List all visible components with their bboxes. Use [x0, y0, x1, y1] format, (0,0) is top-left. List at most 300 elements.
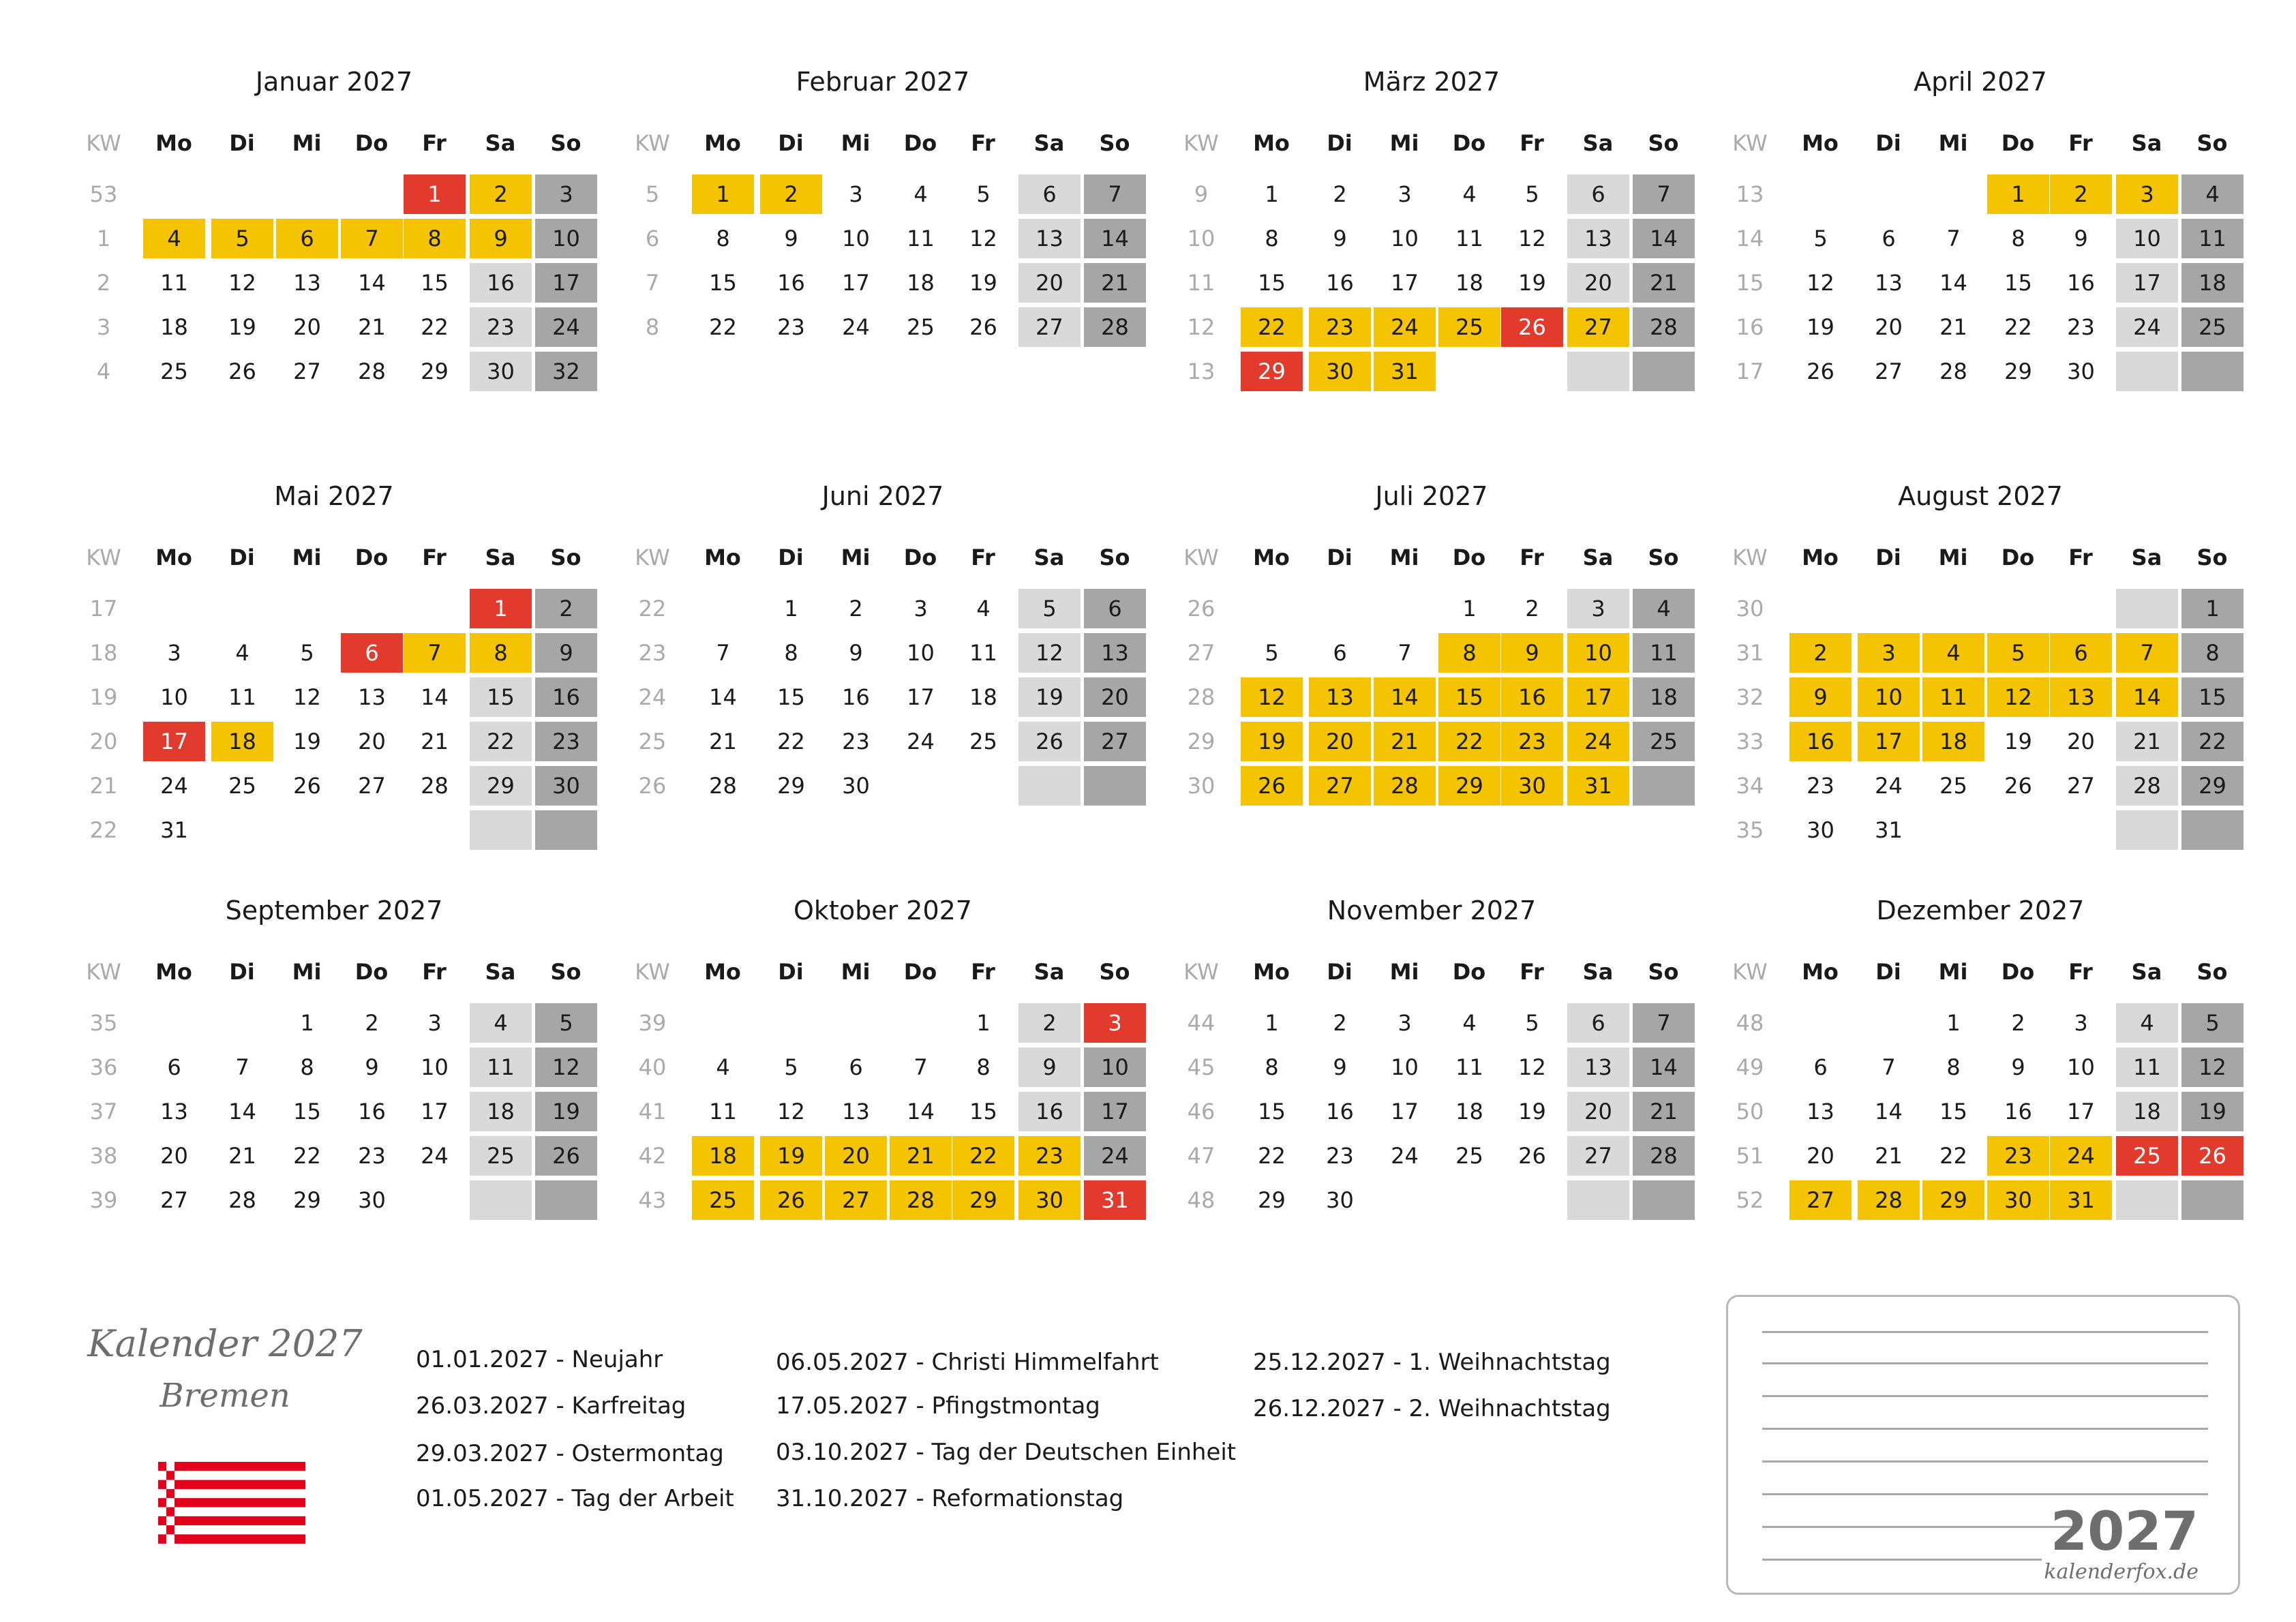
- day-cell: 5: [1525, 1010, 1539, 1036]
- day-cell: 8: [2011, 226, 2025, 251]
- day-cell: 18: [1922, 722, 1984, 761]
- day-cell: 20: [1567, 263, 1629, 303]
- day-cell: 6: [849, 1054, 863, 1080]
- week-number: 13: [1187, 358, 1215, 384]
- day-cell: 15: [1258, 270, 1286, 296]
- day-cell: 20: [1807, 1143, 1834, 1169]
- day-cell: 13: [1567, 219, 1629, 258]
- day-cell: 2: [1018, 1003, 1081, 1043]
- empty-weekend-cell: [1567, 1180, 1629, 1220]
- weekday-header: Sa: [2131, 959, 2162, 985]
- holiday-item: 06.05.2027 - Christi Himmelfahrt: [776, 1349, 1159, 1376]
- weekday-header: Mo: [704, 959, 741, 985]
- day-cell: 4: [1922, 633, 1984, 673]
- kw-header: KW: [1183, 959, 1219, 985]
- weekday-header: Do: [1452, 959, 1486, 985]
- day-cell: 11: [1455, 226, 1483, 251]
- day-cell: 18: [2181, 263, 2244, 303]
- kw-header: KW: [86, 545, 121, 570]
- day-cell: 14: [907, 1099, 935, 1124]
- holiday-item: 17.05.2027 - Pfingstmontag: [776, 1392, 1100, 1420]
- day-cell: 15: [2004, 270, 2032, 296]
- weekday-header: Mo: [155, 130, 192, 156]
- day-cell: 12: [1018, 633, 1081, 673]
- day-cell: 13: [842, 1099, 870, 1124]
- day-cell: 30: [470, 352, 532, 391]
- weekday-header: Mo: [155, 959, 192, 985]
- day-cell: 6: [1813, 1054, 1828, 1080]
- day-cell: 14: [1875, 1099, 1903, 1124]
- day-cell: 8: [1265, 1054, 1279, 1080]
- day-cell: 6: [167, 1054, 181, 1080]
- day-cell: 10: [907, 640, 935, 666]
- week-number: 9: [1194, 181, 1209, 207]
- day-cell: 21: [228, 1143, 256, 1169]
- week-number: 45: [1187, 1054, 1215, 1080]
- day-cell: 11: [160, 270, 188, 296]
- weekday-header: Sa: [1033, 545, 1065, 570]
- weekday-header: Mi: [841, 130, 871, 156]
- day-cell: 19: [760, 1136, 822, 1176]
- day-cell: 2: [760, 174, 822, 214]
- week-number: 43: [638, 1187, 667, 1213]
- week-number: 5: [645, 181, 660, 207]
- day-cell: 16: [358, 1099, 386, 1124]
- day-cell: 21: [1084, 263, 1146, 303]
- day-cell: 28: [228, 1187, 256, 1213]
- week-number: 48: [1736, 1010, 1764, 1036]
- day-cell: 3: [1858, 633, 1920, 673]
- weekday-header: So: [2196, 130, 2228, 156]
- day-cell: 20: [825, 1136, 887, 1176]
- day-cell: 5: [1987, 633, 2049, 673]
- weekday-header: Mi: [292, 959, 322, 985]
- weekday-header: Di: [1875, 130, 1901, 156]
- day-cell: 5: [1813, 226, 1828, 251]
- day-cell: 23: [358, 1143, 386, 1169]
- month-title: Februar 2027: [796, 67, 970, 97]
- day-cell: 22: [421, 314, 449, 340]
- weekday-header: Mi: [841, 959, 871, 985]
- day-cell: 7: [1398, 640, 1412, 666]
- empty-weekend-cell: [2181, 810, 2244, 850]
- day-cell: 5: [1265, 640, 1279, 666]
- kw-header: KW: [1732, 545, 1768, 570]
- day-cell: 12: [1241, 677, 1303, 717]
- day-cell: 16: [2004, 1099, 2032, 1124]
- day-cell: 13: [2050, 677, 2112, 717]
- weekday-header: So: [1099, 959, 1130, 985]
- week-number: 8: [645, 314, 660, 340]
- day-cell: 3: [1084, 1003, 1146, 1043]
- weekday-header: Di: [778, 545, 804, 570]
- day-cell: 24: [535, 307, 597, 347]
- notes-year: 2027: [2050, 1501, 2199, 1563]
- week-number: 33: [1736, 729, 1764, 754]
- day-cell: 18: [1455, 270, 1483, 296]
- day-cell: 28: [1633, 1136, 1695, 1176]
- empty-weekend-cell: [1567, 352, 1629, 391]
- weekday-header: Sa: [485, 545, 516, 570]
- weekday-header: Di: [1327, 130, 1353, 156]
- day-cell: 6: [2050, 633, 2112, 673]
- day-cell: 9: [1501, 633, 1563, 673]
- day-cell: 4: [143, 219, 205, 258]
- day-cell: 3: [1398, 181, 1412, 207]
- weekday-header: Di: [1875, 959, 1901, 985]
- weekday-header: So: [550, 545, 581, 570]
- day-cell: 6: [1018, 174, 1081, 214]
- weekday-header: Do: [903, 545, 937, 570]
- day-cell: 26: [535, 1136, 597, 1176]
- weekday-header: Mo: [704, 130, 741, 156]
- day-cell: 9: [2074, 226, 2088, 251]
- day-cell: 22: [470, 722, 532, 761]
- day-cell: 16: [470, 263, 532, 303]
- day-cell: 25: [1939, 773, 1967, 799]
- day-cell: 24: [2116, 307, 2178, 347]
- day-cell: 27: [1018, 307, 1081, 347]
- weekday-header: Sa: [1033, 959, 1065, 985]
- weekday-header: Mi: [1938, 130, 1968, 156]
- weekday-header: Mo: [1802, 130, 1839, 156]
- day-cell: 25: [907, 314, 935, 340]
- week-number: 41: [638, 1099, 667, 1124]
- weekday-header: Mo: [1802, 545, 1839, 570]
- day-cell: 13: [160, 1099, 188, 1124]
- day-cell: 10: [2116, 219, 2178, 258]
- empty-weekend-cell: [535, 1180, 597, 1220]
- weekday-header: Do: [1452, 545, 1486, 570]
- week-number: 38: [89, 1143, 118, 1169]
- weekday-header-row: [75, 126, 593, 160]
- calendar-title: Kalender 2027: [87, 1322, 363, 1365]
- weekday-header: So: [1099, 130, 1130, 156]
- day-cell: 12: [1987, 677, 2049, 717]
- day-cell: 25: [1633, 722, 1695, 761]
- day-cell: 14: [358, 270, 386, 296]
- day-cell: 8: [1438, 633, 1500, 673]
- month-title: September 2027: [225, 896, 443, 925]
- week-number: 7: [645, 270, 660, 296]
- empty-weekend-cell: [1084, 766, 1146, 806]
- day-cell: 23: [777, 314, 805, 340]
- day-cell: 29: [952, 1180, 1014, 1220]
- month-title: Juli 2027: [1375, 481, 1488, 511]
- day-cell: 5: [1018, 589, 1081, 628]
- day-cell: 20: [293, 314, 321, 340]
- day-cell: 14: [421, 684, 449, 710]
- kw-header: KW: [635, 959, 670, 985]
- empty-weekend-cell: [470, 810, 532, 850]
- day-cell: 11: [470, 1047, 532, 1087]
- weekday-header: Fr: [971, 959, 995, 985]
- day-cell: 25: [1438, 307, 1500, 347]
- day-cell: 18: [1455, 1099, 1483, 1124]
- day-cell: 25: [2116, 1136, 2178, 1176]
- week-number: 23: [638, 640, 667, 666]
- day-cell: 27: [293, 358, 321, 384]
- day-cell: 2: [470, 174, 532, 214]
- day-cell: 21: [1633, 263, 1695, 303]
- day-cell: 17: [143, 722, 205, 761]
- day-cell: 28: [421, 773, 449, 799]
- day-cell: 29: [1922, 1180, 1984, 1220]
- day-cell: 15: [709, 270, 737, 296]
- day-cell: 3: [913, 596, 928, 622]
- day-cell: 8: [1946, 1054, 1961, 1080]
- day-cell: 11: [907, 226, 935, 251]
- day-cell: 5: [300, 640, 314, 666]
- day-cell: 2: [1333, 181, 1347, 207]
- day-cell: 16: [1018, 1092, 1081, 1131]
- day-cell: 27: [1875, 358, 1903, 384]
- day-cell: 3: [2116, 174, 2178, 214]
- day-cell: 9: [849, 640, 863, 666]
- week-number: 17: [89, 596, 118, 622]
- day-cell: 1: [1265, 181, 1279, 207]
- day-cell: 28: [1084, 307, 1146, 347]
- holiday-item: 26.03.2027 - Karfreitag: [416, 1392, 686, 1420]
- day-cell: 6: [1084, 589, 1146, 628]
- day-cell: 22: [1438, 722, 1500, 761]
- day-cell: 19: [1241, 722, 1303, 761]
- weekday-header-row: [1721, 955, 2239, 989]
- day-cell: 11: [1455, 1054, 1483, 1080]
- day-cell: 27: [1567, 1136, 1629, 1176]
- day-cell: 22: [2181, 722, 2244, 761]
- day-cell: 24: [1567, 722, 1629, 761]
- weekday-header: Mo: [1253, 545, 1290, 570]
- weekday-header: Mi: [1938, 545, 1968, 570]
- weekday-header: Fr: [422, 959, 447, 985]
- month-title: April 2027: [1914, 67, 2047, 97]
- weekday-header: Sa: [1033, 130, 1065, 156]
- day-cell: 17: [2067, 1099, 2095, 1124]
- day-cell: 19: [1018, 677, 1081, 717]
- day-cell: 22: [1258, 1143, 1286, 1169]
- day-cell: 19: [1518, 1099, 1546, 1124]
- day-cell: 22: [293, 1143, 321, 1169]
- weekday-header: So: [1648, 545, 1679, 570]
- notes-site: kalenderfox.de: [2044, 1560, 2199, 1584]
- week-number: 18: [89, 640, 118, 666]
- day-cell: 29: [1241, 352, 1303, 391]
- day-cell: 10: [842, 226, 870, 251]
- day-cell: 17: [1084, 1092, 1146, 1131]
- holiday-item: 29.03.2027 - Ostermontag: [416, 1440, 724, 1467]
- week-number: 34: [1736, 773, 1764, 799]
- week-number: 30: [1187, 773, 1215, 799]
- day-cell: 9: [365, 1054, 379, 1080]
- weekday-header: Di: [1875, 545, 1901, 570]
- day-cell: 1: [976, 1010, 991, 1036]
- day-cell: 27: [1309, 766, 1371, 806]
- day-cell: 1: [1462, 596, 1477, 622]
- month-title: Juni 2027: [821, 481, 944, 511]
- month-title: Oktober 2027: [794, 896, 972, 925]
- weekday-header: Di: [778, 130, 804, 156]
- day-cell: 18: [470, 1092, 532, 1131]
- day-cell: 4: [1462, 181, 1477, 207]
- weekday-header: Fr: [2068, 545, 2093, 570]
- day-cell: 18: [2116, 1092, 2178, 1131]
- day-cell: 10: [1567, 633, 1629, 673]
- day-cell: 10: [535, 219, 597, 258]
- day-cell: 11: [2116, 1047, 2178, 1087]
- day-cell: 3: [1567, 589, 1629, 628]
- weekday-header: Fr: [971, 130, 995, 156]
- weekday-header: Fr: [1520, 130, 1544, 156]
- weekday-header-row: [1173, 540, 1691, 575]
- month-title: März 2027: [1363, 67, 1500, 97]
- day-cell: 13: [1807, 1099, 1834, 1124]
- day-cell: 32: [535, 352, 597, 391]
- day-cell: 4: [913, 181, 928, 207]
- weekday-header: Sa: [2131, 130, 2162, 156]
- kw-header: KW: [86, 130, 121, 156]
- day-cell: 17: [1391, 270, 1419, 296]
- day-cell: 26: [1018, 722, 1081, 761]
- day-cell: 6: [1567, 174, 1629, 214]
- kw-header: KW: [635, 130, 670, 156]
- weekday-header-row: [624, 540, 1142, 575]
- day-cell: 9: [470, 219, 532, 258]
- day-cell: 6: [276, 219, 338, 258]
- weekday-header: Sa: [485, 959, 516, 985]
- week-number: 46: [1187, 1099, 1215, 1124]
- day-cell: 20: [1018, 263, 1081, 303]
- weekday-header: Sa: [1582, 959, 1614, 985]
- month-title: August 2027: [1898, 481, 2063, 511]
- day-cell: 24: [1374, 307, 1436, 347]
- day-cell: 6: [341, 633, 403, 673]
- weekday-header-row: [1721, 126, 2239, 160]
- day-cell: 7: [235, 1054, 250, 1080]
- empty-weekend-cell: [1018, 766, 1081, 806]
- week-number: 22: [638, 596, 667, 622]
- weekday-header: So: [2196, 959, 2228, 985]
- week-number: 25: [638, 729, 667, 754]
- weekday-header: Mo: [155, 545, 192, 570]
- day-cell: 15: [777, 684, 805, 710]
- weekday-header: Do: [354, 959, 389, 985]
- day-cell: 8: [976, 1054, 991, 1080]
- week-number: 13: [1736, 181, 1764, 207]
- weekday-header: Do: [2001, 545, 2035, 570]
- day-cell: 16: [1789, 722, 1852, 761]
- day-cell: 17: [1567, 677, 1629, 717]
- day-cell: 21: [421, 729, 449, 754]
- day-cell: 24: [2050, 1136, 2112, 1176]
- day-cell: 30: [1501, 766, 1563, 806]
- weekday-header: Di: [229, 545, 255, 570]
- day-cell: 23: [1501, 722, 1563, 761]
- empty-weekend-cell: [2181, 1180, 2244, 1220]
- weekday-header: Do: [903, 130, 937, 156]
- day-cell: 26: [1807, 358, 1834, 384]
- day-cell: 18: [1633, 677, 1695, 717]
- day-cell: 19: [2181, 1092, 2244, 1131]
- kw-header: KW: [1183, 130, 1219, 156]
- day-cell: 27: [825, 1180, 887, 1220]
- calendar-subtitle: Bremen: [160, 1377, 290, 1415]
- day-cell: 29: [1438, 766, 1500, 806]
- empty-weekend-cell: [2116, 1180, 2178, 1220]
- day-cell: 26: [1501, 307, 1563, 347]
- day-cell: 7: [2116, 633, 2178, 673]
- day-cell: 11: [1922, 677, 1984, 717]
- day-cell: 5: [976, 181, 991, 207]
- day-cell: 13: [1567, 1047, 1629, 1087]
- day-cell: 29: [421, 358, 449, 384]
- day-cell: 30: [535, 766, 597, 806]
- weekday-header: Di: [1327, 959, 1353, 985]
- day-cell: 7: [341, 219, 403, 258]
- day-cell: 11: [228, 684, 256, 710]
- day-cell: 23: [2067, 314, 2095, 340]
- week-number: 26: [638, 773, 667, 799]
- day-cell: 8: [404, 219, 466, 258]
- weekday-header: Do: [354, 545, 389, 570]
- day-cell: 13: [1875, 270, 1903, 296]
- day-cell: 25: [692, 1180, 754, 1220]
- holiday-item: 03.10.2027 - Tag der Deutschen Einheit: [776, 1439, 1237, 1466]
- day-cell: 12: [535, 1047, 597, 1087]
- day-cell: 24: [1084, 1136, 1146, 1176]
- day-cell: 1: [1987, 174, 2049, 214]
- day-cell: 4: [1633, 589, 1695, 628]
- week-number: 31: [1736, 640, 1764, 666]
- day-cell: 6: [1882, 226, 1896, 251]
- day-cell: 1: [1265, 1010, 1279, 1036]
- day-cell: 8: [784, 640, 798, 666]
- day-cell: 1: [404, 174, 466, 214]
- week-number: 49: [1736, 1054, 1764, 1080]
- day-cell: 25: [228, 773, 256, 799]
- day-cell: 1: [1946, 1010, 1961, 1036]
- week-number: 36: [89, 1054, 118, 1080]
- day-cell: 13: [293, 270, 321, 296]
- day-cell: 26: [1518, 1143, 1546, 1169]
- weekday-header: Mo: [1253, 130, 1290, 156]
- day-cell: 27: [2067, 773, 2095, 799]
- day-cell: 23: [842, 729, 870, 754]
- day-cell: 28: [1858, 1180, 1920, 1220]
- week-number: 39: [89, 1187, 118, 1213]
- week-number: 6: [645, 226, 660, 251]
- day-cell: 3: [2074, 1010, 2088, 1036]
- day-cell: 5: [535, 1003, 597, 1043]
- day-cell: 26: [2004, 773, 2032, 799]
- day-cell: 21: [1633, 1092, 1695, 1131]
- day-cell: 2: [1333, 1010, 1347, 1036]
- day-cell: 18: [692, 1136, 754, 1176]
- day-cell: 17: [421, 1099, 449, 1124]
- notes-box: [1726, 1295, 2240, 1595]
- weekday-header: Fr: [2068, 959, 2093, 985]
- day-cell: 20: [1875, 314, 1903, 340]
- weekday-header: Fr: [2068, 130, 2093, 156]
- empty-weekend-cell: [1633, 352, 1695, 391]
- day-cell: 17: [2116, 263, 2178, 303]
- day-cell: 2: [365, 1010, 379, 1036]
- holiday-item: 25.12.2027 - 1. Weihnachtstag: [1253, 1349, 1611, 1376]
- weekday-header: Do: [2001, 130, 2035, 156]
- week-number: 42: [638, 1143, 667, 1169]
- day-cell: 9: [535, 633, 597, 673]
- day-cell: 16: [1326, 1099, 1354, 1124]
